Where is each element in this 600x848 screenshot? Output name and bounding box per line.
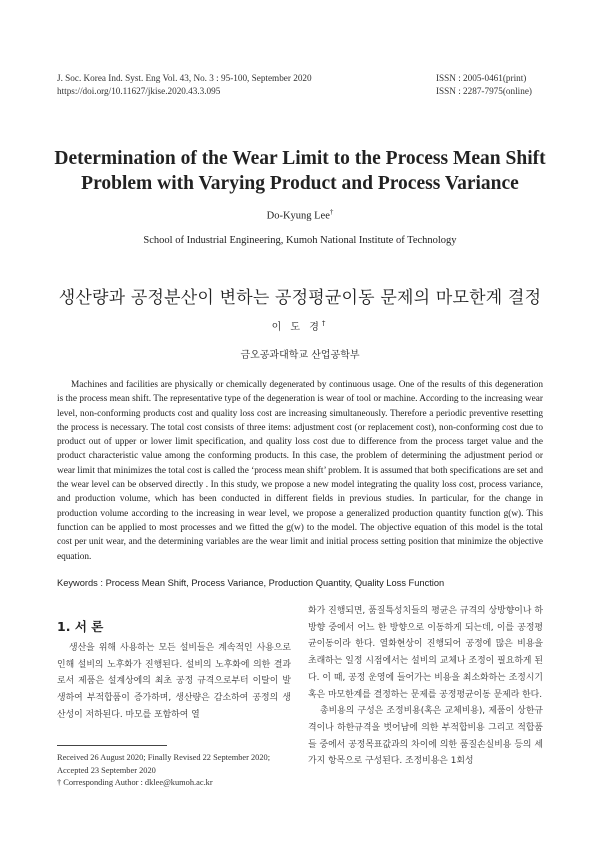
- author-name-korean: 이 도 경: [271, 322, 322, 333]
- footnote-mark: †: [57, 778, 62, 788]
- issn-online: ISSN : 2287-7975(online): [436, 86, 532, 96]
- left-column-text: 생산을 위해 사용하는 모든 설비들은 계속적인 사용으로 인해 설비의 노후화가 진행된다. 설비의 노후화에 의한 결과로서 제품은 설계상에의 최초 공정 규격으로부터 이탈이 발생하여 부적합품이 증가하며, 생산량은 감소하여 공정의 생산성이 저하된다. 마모를 포함하여 열: [57, 643, 291, 720]
- abstract: Machines and facilities are physically or chemically degenerated by continuous usage. One of the results of this degeneration is the process mean shift. The representative type of the degeneration is wear of tool or machine. According to the increasing wear level, non-conforming products cost and quality loss cost are increasing simultaneously. Therefore a periodic preventive resetting the process is necessary. The total cost consists of three items: adjustment cost (or replacement cost), non-conforming cost due to product out of upper or lower limit specification, and quality loss cost due to difference from the process target value and the product characteristic value among the conforming products. In this case, the problem of determining the adjustment period or wear limit that minimizes the total cost is called the ‘process mean shift’ problem. It is assumed that both specifications are set and the wear level can be observed directly . In this study, we propose a new model integrating the quality loss cost, process variance, and production volume, which has been conducted in different fields in previous studies. In particular, for the change in production volume according to the increasing in wear level, we propose a generalized production quantity function g(w). This function can be applied to most processes and we fitted the g(w) to the model. The objective equation of this model is the total cost per unit wear, and the determining variables are the wear limit and initial process setting position that minimize the objective equation.: [57, 380, 543, 562]
- paper-title-english: [40, 146, 560, 196]
- right-paragraph-2: 총비용의 구성은 조정비용(혹은 교체비용), 제품이 상한규격이나 하한규격을 벗어남에 의한 부적합비용 그리고 적합품들 중에서 공정목표값과의 차이에 의한 품질손실비용 등의 세 가지 항목으로 구성된다. 조정비용은 1회성: [308, 706, 543, 767]
- right-paragraph-1: 화가 진행되면, 품질특성치들의 평균은 규격의 상방향이나 하방향 중에서 어느 한 방향으로 이동하게 되는데, 이를 공정평균이동이라 한다. 열화현상이 진행되어 공정에 많은 비용을 초래하는 일정 시점에서는 설비의 교체나 조정이 필요하게 된다. 이 때, 공정 운영에 들어가는 비용을 최소화하는 조정시기 혹은 마모한계를 결정하는 문제를 공정평균이동 문제라 한다.: [308, 606, 543, 700]
- title-line-1: Determination of the Wear Limit to the Process Mean Shift: [54, 148, 546, 169]
- author-english: [0, 208, 600, 222]
- title-line-2: Problem with Varying Product and Process Variance: [81, 173, 519, 194]
- section-number: 1.: [57, 619, 71, 634]
- keywords: [57, 578, 543, 588]
- section-heading-introduction: [57, 617, 103, 635]
- accepted-date: Accepted 23 September 2020: [57, 765, 156, 775]
- received-date: Received 26 August 2020; Finally Revised 22 September 2020;: [57, 753, 271, 762]
- paper-title-korean: 생산량과 공정분산이 변하는 공정평균이동 문제의 마모한계 결정: [58, 288, 542, 308]
- section-title: 서 론: [74, 619, 104, 634]
- journal-header: [57, 72, 377, 98]
- keywords-list: Process Mean Shift, Process Variance, Production Quantity, Quality Loss Function: [105, 578, 445, 588]
- corresponding-mark: †: [329, 208, 334, 216]
- corresponding-author: [57, 777, 297, 790]
- issn-block: [436, 72, 576, 98]
- right-column: [308, 603, 543, 770]
- author-korean: [0, 318, 600, 333]
- affiliation-korean: 금오공과대학교 산업공학부: [240, 350, 360, 361]
- affiliation-english: School of Industrial Engineering, Kumoh National Institute of Technology: [143, 235, 457, 246]
- journal-citation: J. Soc. Korea Ind. Syst. Eng Vol. 43, No. 3 : 95-100, September 2020: [57, 73, 312, 83]
- footnotes: [57, 752, 297, 790]
- issn-print: ISSN : 2005-0461(print): [436, 73, 527, 83]
- footnote-divider: [57, 745, 167, 746]
- corresponding-mark-korean: †: [321, 319, 329, 328]
- doi-link[interactable]: https://doi.org/10.11627/jkise.2020.43.3.095: [57, 86, 221, 96]
- author-name: Do-Kyung Lee: [266, 210, 330, 222]
- corresponding-author-text: Corresponding Author : dklee@kumoh.ac.kr: [63, 778, 213, 788]
- keywords-label: Keywords :: [57, 578, 106, 588]
